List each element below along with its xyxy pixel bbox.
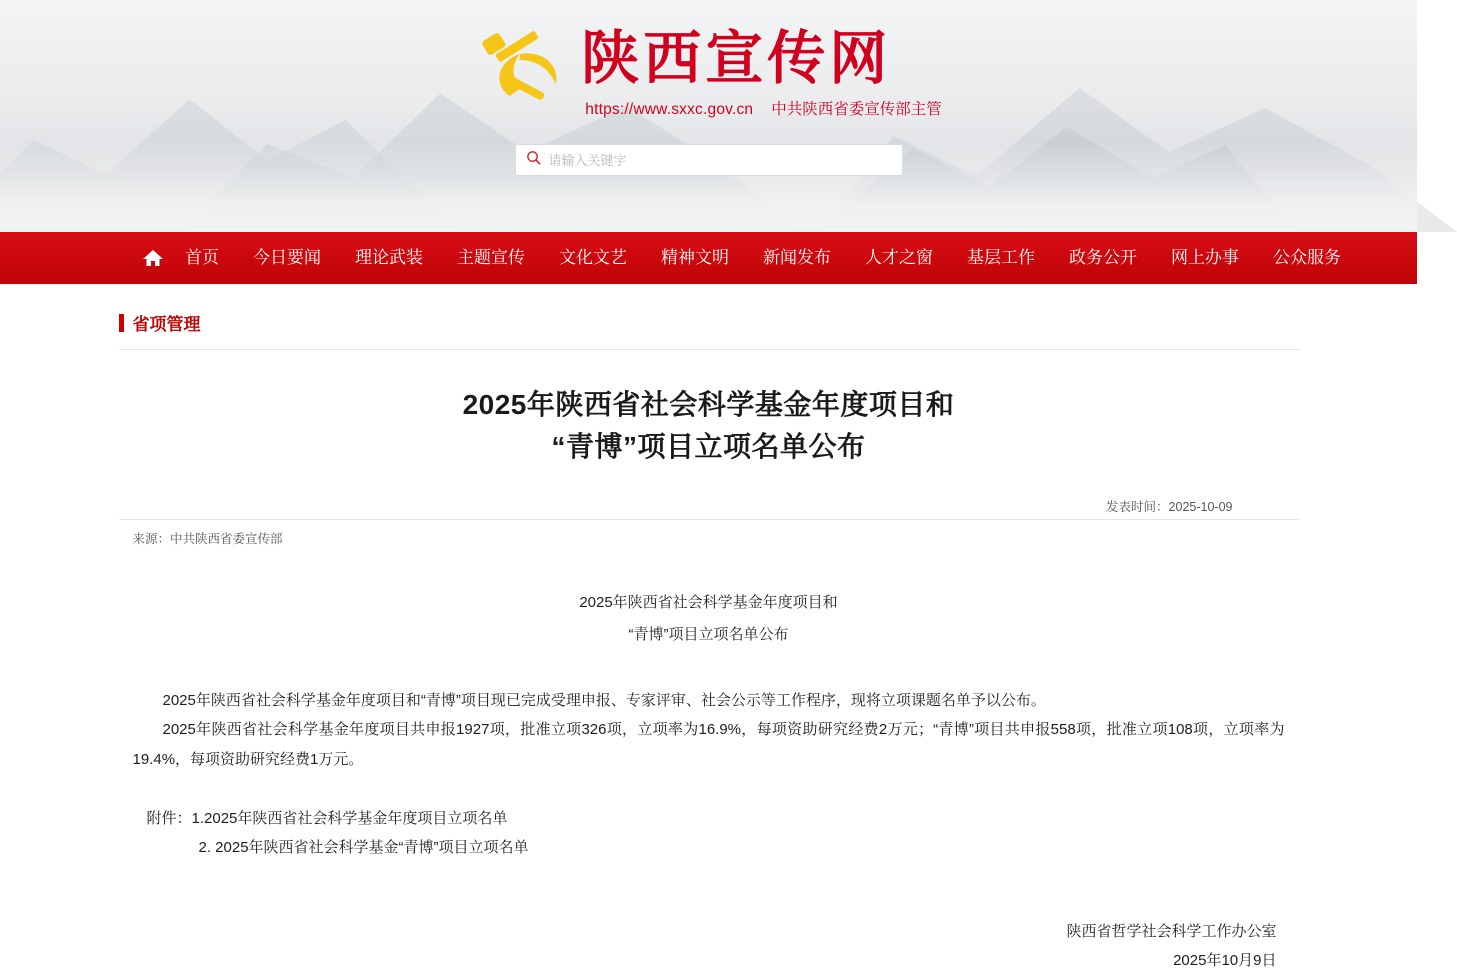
home-icon[interactable] <box>134 248 168 268</box>
nav-item-2[interactable]: 理论武装 <box>355 248 423 267</box>
attachment-item-1[interactable]: 附件：1.2025年陕西省社会科学基金年度项目立项名单 <box>146 809 508 827</box>
site-url[interactable]: https://www.sxxc.gov.cn <box>585 100 754 118</box>
site-logo[interactable] <box>475 26 942 119</box>
nav-item-7[interactable]: 人才之窗 <box>865 248 933 267</box>
nav-item-11[interactable]: 公众服务 <box>1273 248 1341 267</box>
page-title <box>259 384 1159 468</box>
main-nav <box>0 232 1417 284</box>
publish-time: 发表时间：2025-10-09 <box>1106 500 1233 514</box>
article-source: 来源：中共陕西省委宣传部 <box>132 532 283 546</box>
site-banner <box>0 0 1417 232</box>
search-icon <box>526 150 541 170</box>
article-paragraph: 2025年陕西省社会科学基金年度项目和“青博”项目现已完成受理申报、专家评审、社会公示等工作程序，现将立项课题名单予以公布。 <box>162 692 1046 709</box>
inner-title-line2: “青博”项目立项名单公布 <box>628 625 789 643</box>
search-input[interactable] <box>549 153 892 168</box>
attachment-item-2[interactable]: 2. 2025年陕西省社会科学基金“青博”项目立项名单 <box>198 839 529 856</box>
breadcrumb-bar-icon <box>119 314 124 332</box>
signature-date: 2025年10月9日 <box>1173 951 1277 969</box>
nav-item-3[interactable]: 主题宣传 <box>457 248 525 267</box>
article-body <box>119 686 1299 774</box>
article-meta <box>119 494 1299 520</box>
inner-title <box>119 587 1299 650</box>
nav-item-1[interactable]: 今日要闻 <box>253 248 321 267</box>
breadcrumb-label[interactable]: 省项管理 <box>132 315 201 334</box>
nav-item-9[interactable]: 政务公开 <box>1069 248 1137 267</box>
article-paragraph: 2025年陕西省社会科学基金年度项目共申报1927项，批准立项326项，立项率为16.9%，每项资助研究经费2万元；“青博”项目共申报558项，批准立项108项，立项率为19.4%，每项资助研究经费1万元。 <box>132 721 1285 768</box>
nav-item-6[interactable]: 新闻发布 <box>763 248 831 267</box>
signature-org: 陕西省哲学社会科学工作办公室 <box>1066 923 1277 941</box>
search-box[interactable] <box>515 144 903 176</box>
article-container <box>119 284 1299 975</box>
signature <box>119 918 1299 975</box>
page-title-line1: 2025年陕西省社会科学基金年度项目和 <box>462 389 955 420</box>
breadcrumb <box>119 310 1299 350</box>
attachment-list <box>119 804 1299 863</box>
inner-title-line1: 2025年陕西省社会科学基金年度项目和 <box>579 594 838 611</box>
nav-item-8[interactable]: 基层工作 <box>967 248 1035 267</box>
page-title-line2: “青博”项目立项名单公布 <box>551 431 866 462</box>
nav-item-0[interactable]: 首页 <box>185 248 219 267</box>
site-title: 陕西宣传网 <box>581 24 892 92</box>
nav-item-5[interactable]: 精神文明 <box>661 248 729 267</box>
party-emblem-icon <box>475 26 567 110</box>
nav-item-10[interactable]: 网上办事 <box>1171 248 1239 267</box>
site-owner: 中共陕西省委宣传部主管 <box>771 100 942 118</box>
nav-item-4[interactable]: 文化文艺 <box>559 248 627 267</box>
